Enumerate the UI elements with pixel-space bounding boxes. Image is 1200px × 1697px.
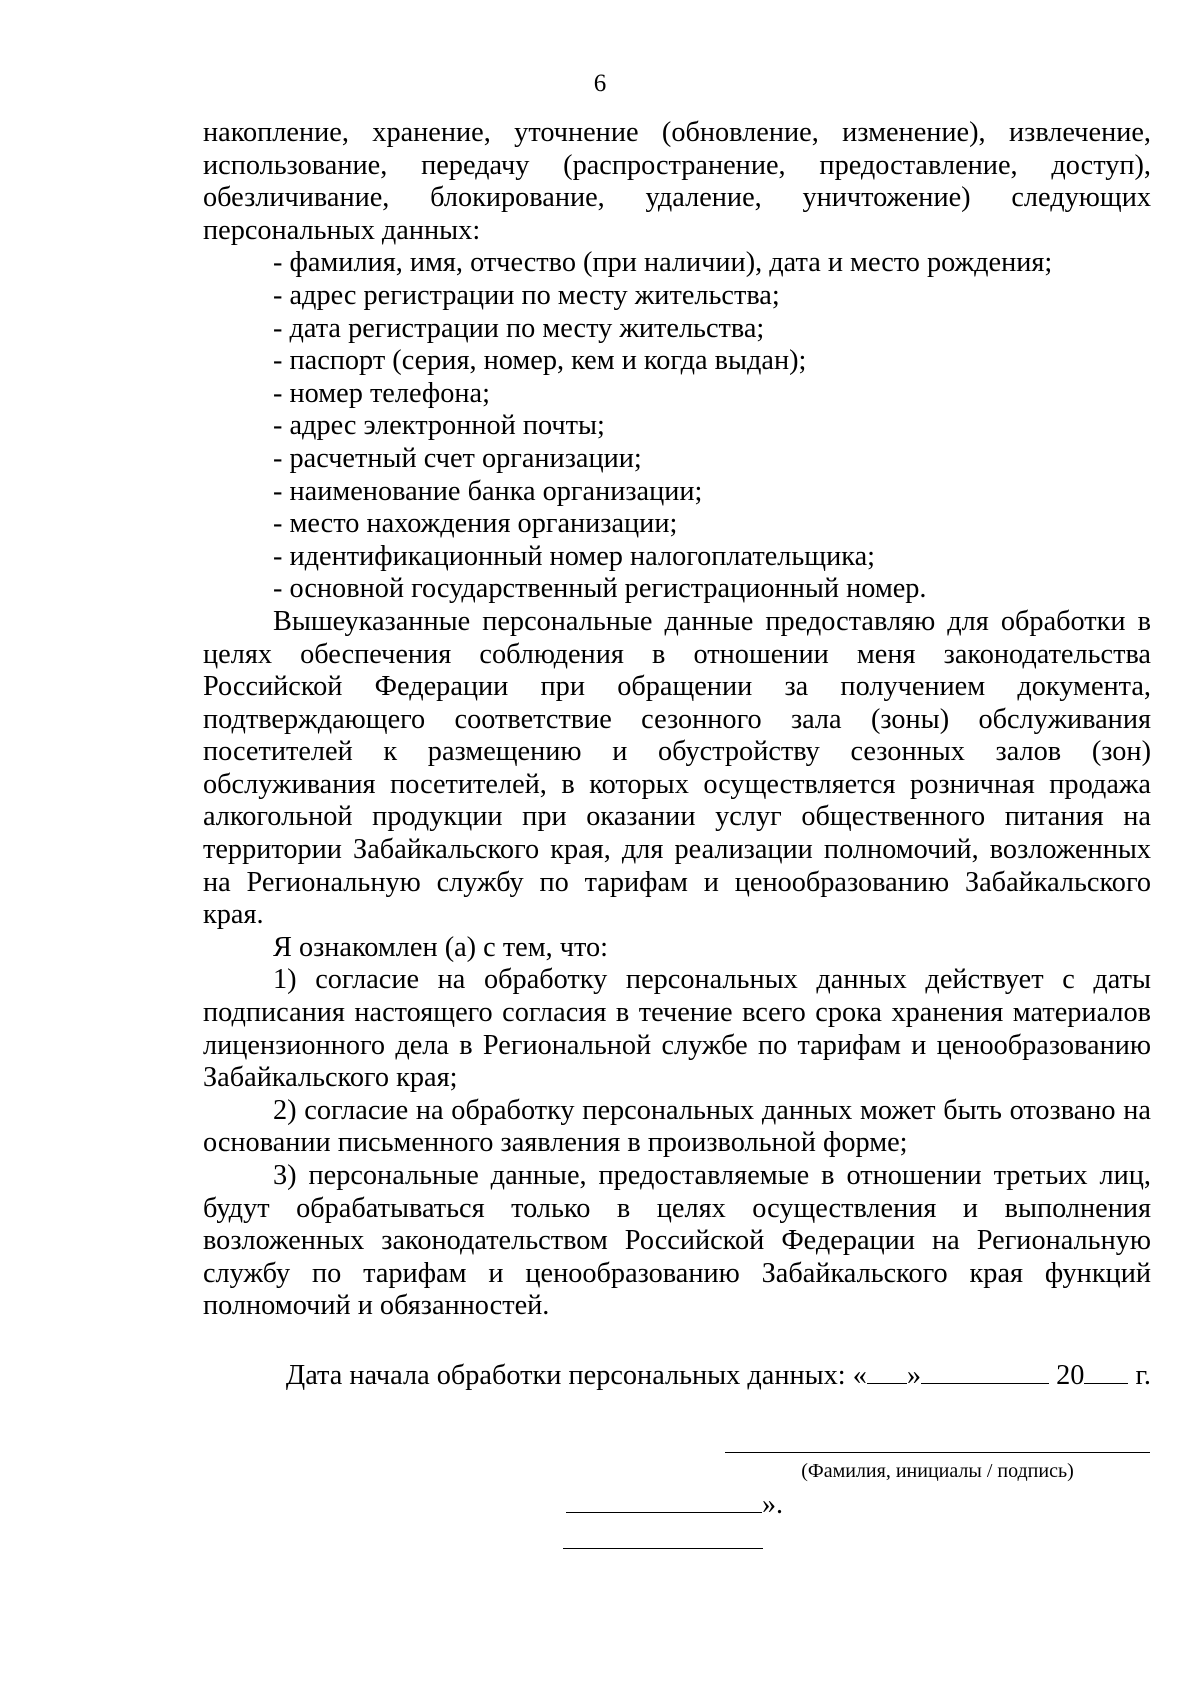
year-prefix: 20 [1056, 1360, 1085, 1391]
acknowledgement-item: 1) согласие на обработку персональных данных действует с даты подписания настоящего согласия в течение всего срока хранения материалов лицензионного дела в Региональной службе по тарифам и ценообразованию Забайкальского края; [203, 964, 1151, 1094]
document-body [203, 117, 1151, 1323]
quote-blank[interactable] [566, 1486, 762, 1513]
list-item: - адрес регистрации по месту жительства; [273, 279, 780, 311]
bottom-blank-line[interactable] [563, 1548, 763, 1549]
signature-caption: (Фамилия, инициалы / подпись) [801, 1460, 1074, 1482]
personal-data-list [203, 247, 1151, 606]
year-suffix: г. [1135, 1360, 1151, 1391]
acknowledgement-item: 2) согласие на обработку персональных данных может быть отозвано на основании письменного заявления в произвольной форме; [203, 1094, 1151, 1159]
quote-line [566, 1486, 783, 1522]
list-item: - адрес электронной почты; [273, 410, 605, 442]
date-label: Дата начала обработки персональных данных: « [285, 1360, 867, 1391]
list-item: - фамилия, имя, отчество (при наличии), дата и место рождения; [273, 247, 1053, 279]
page-number: 6 [593, 70, 607, 97]
month-blank[interactable] [921, 1357, 1049, 1384]
list-item: - паспорт (серия, номер, кем и когда выдан); [273, 345, 807, 377]
acknowledgement-item: 3) персональные данные, предоставляемые в отношении третьих лиц, будут обрабатываться только в целях осуществления и выполнения возложенных законодательством Российской Федерации на Региональную службу по тарифам и ценообразованию Забайкальского края функций полномочий и обязанностей. [203, 1160, 1151, 1322]
purpose-paragraph: Вышеуказанные персональные данные предоставляю для обработки в целях обеспечения соблюдения в отношении меня законодательства Российской Федерации при обращении за получением документа, подтверждающего соответствие сезонного зала (зоны) обслуживания посетителей к размещению и обустройству сезонных залов (зон) обслуживания посетителей, в которых осуществляется розничная продажа алкогольной продукции при оказании услуг общественного питания на территории Забайкальского края, для реализации полномочий, возложенных на Региональную службу по тарифам и ценообразованию Забайкальского края. [203, 605, 1151, 931]
signature-line[interactable] [725, 1452, 1150, 1453]
date-close-quote: » [906, 1360, 922, 1391]
day-blank[interactable] [867, 1357, 907, 1384]
quote-suffix: ». [762, 1489, 783, 1520]
list-item: - основной государственный регистрационный номер. [273, 573, 927, 605]
list-item: - место нахождения организации; [273, 508, 678, 540]
list-item: - расчетный счет организации; [273, 442, 642, 474]
list-item: - идентификационный номер налогоплательщика; [273, 540, 875, 572]
intro-paragraph: накопление, хранение, уточнение (обновление, изменение), извлечение, использование, передачу (распространение, предоставление, доступ), обезличивание, блокирование, удаление, уничтожение) следующих персональных данных: [203, 117, 1151, 246]
list-item: - наименование банка организации; [273, 475, 703, 507]
list-item: - номер телефона; [273, 377, 490, 409]
processing-start-date-line [203, 1357, 1151, 1393]
year-blank[interactable] [1084, 1357, 1128, 1384]
list-item: - дата регистрации по месту жительства; [273, 312, 765, 344]
acknowledgement-intro: Я ознакомлен (а) с тем, что: [273, 931, 609, 963]
